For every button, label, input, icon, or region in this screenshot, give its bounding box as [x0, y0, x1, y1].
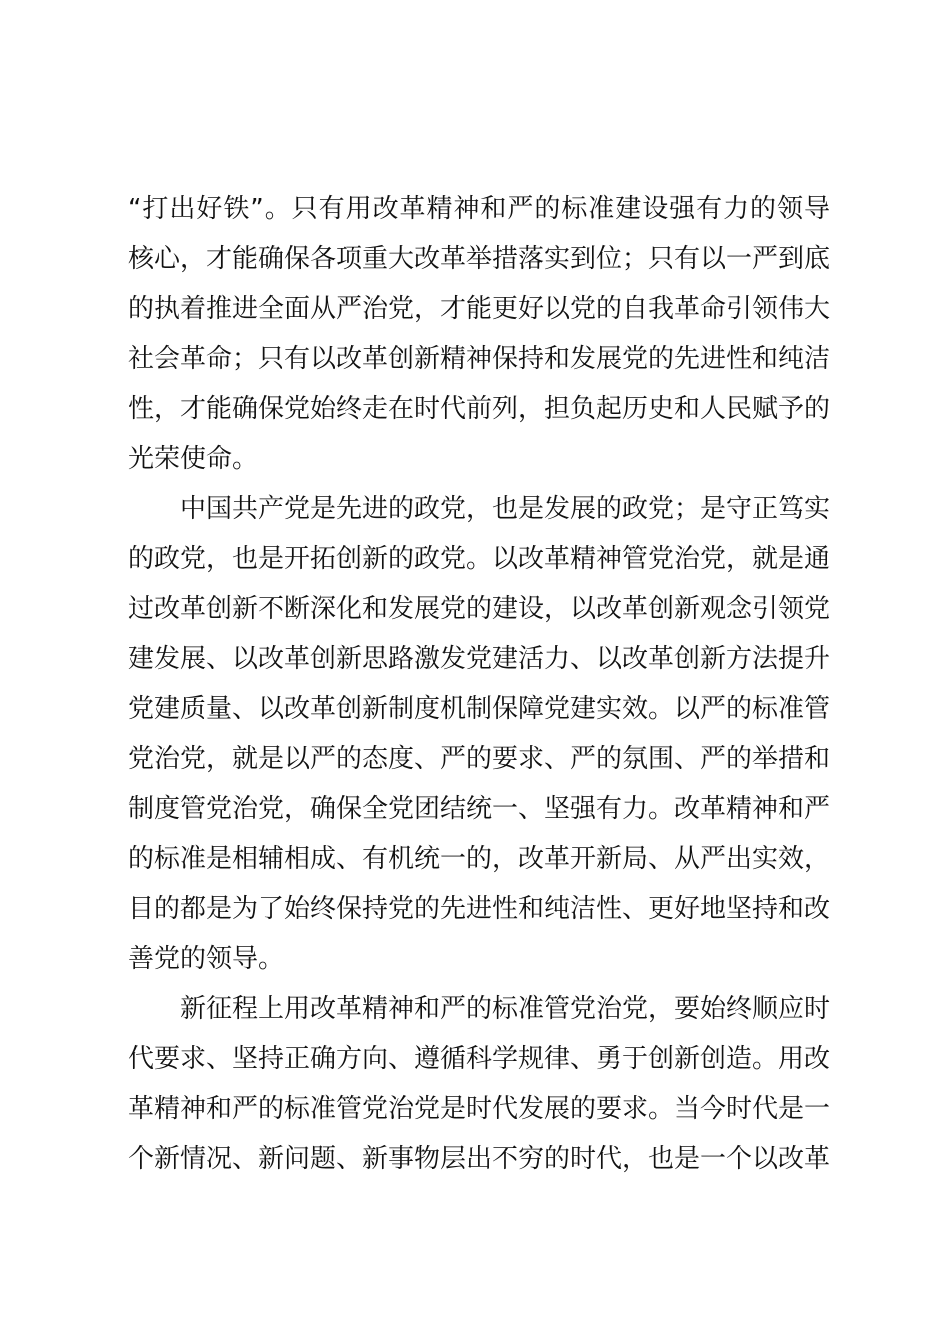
text-line: 建发展、以改革创新思路激发党建活力、以改革创新方法提升 [128, 644, 830, 674]
paragraph-2 [128, 484, 830, 984]
text-line: 的政党，也是开拓创新的政党。以改革精神管党治党，就是通 [128, 544, 830, 574]
text-line: “打出好铁”。只有用改革精神和严的标准建设强有力的领导 [128, 194, 830, 224]
text-line: 个新情况、新问题、新事物层出不穷的时代，也是一个以改革 [128, 1144, 830, 1174]
text-line: 新征程上用改革精神和严的标准管党治党，要始终顺应时 [128, 994, 830, 1024]
text-line: 目的都是为了始终保持党的先进性和纯洁性、更好地坚持和改 [128, 894, 830, 924]
paragraph-1 [128, 184, 830, 484]
text-line: 的执着推进全面从严治党，才能更好以党的自我革命引领伟大 [128, 294, 830, 324]
text-line: 制度管党治党，确保全党团结统一、坚强有力。改革精神和严 [128, 794, 830, 824]
text-line: 革精神和严的标准管党治党是时代发展的要求。当今时代是一 [128, 1094, 830, 1124]
text-line: 社会革命；只有以改革创新精神保持和发展党的先进性和纯洁 [128, 344, 830, 374]
text-line: 的标准是相辅相成、有机统一的，改革开新局、从严出实效， [128, 844, 830, 874]
document-body [128, 184, 830, 1184]
text-line: 党建质量、以改革创新制度机制保障党建实效。以严的标准管 [128, 694, 830, 724]
text-line: 代要求、坚持正确方向、遵循科学规律、勇于创新创造。用改 [128, 1044, 830, 1074]
paragraph-3 [128, 984, 830, 1184]
text-line: 党治党，就是以严的态度、严的要求、严的氛围、严的举措和 [128, 744, 830, 774]
text-line: 善党的领导。 [128, 944, 285, 974]
text-line: 核心，才能确保各项重大改革举措落实到位；只有以一严到底 [128, 244, 830, 274]
text-line: 光荣使命。 [128, 444, 259, 474]
text-line: 过改革创新不断深化和发展党的建设，以改革创新观念引领党 [128, 594, 830, 624]
text-line: 中国共产党是先进的政党，也是发展的政党；是守正笃实 [128, 494, 830, 524]
text-line: 性，才能确保党始终走在时代前列，担负起历史和人民赋予的 [128, 394, 830, 424]
